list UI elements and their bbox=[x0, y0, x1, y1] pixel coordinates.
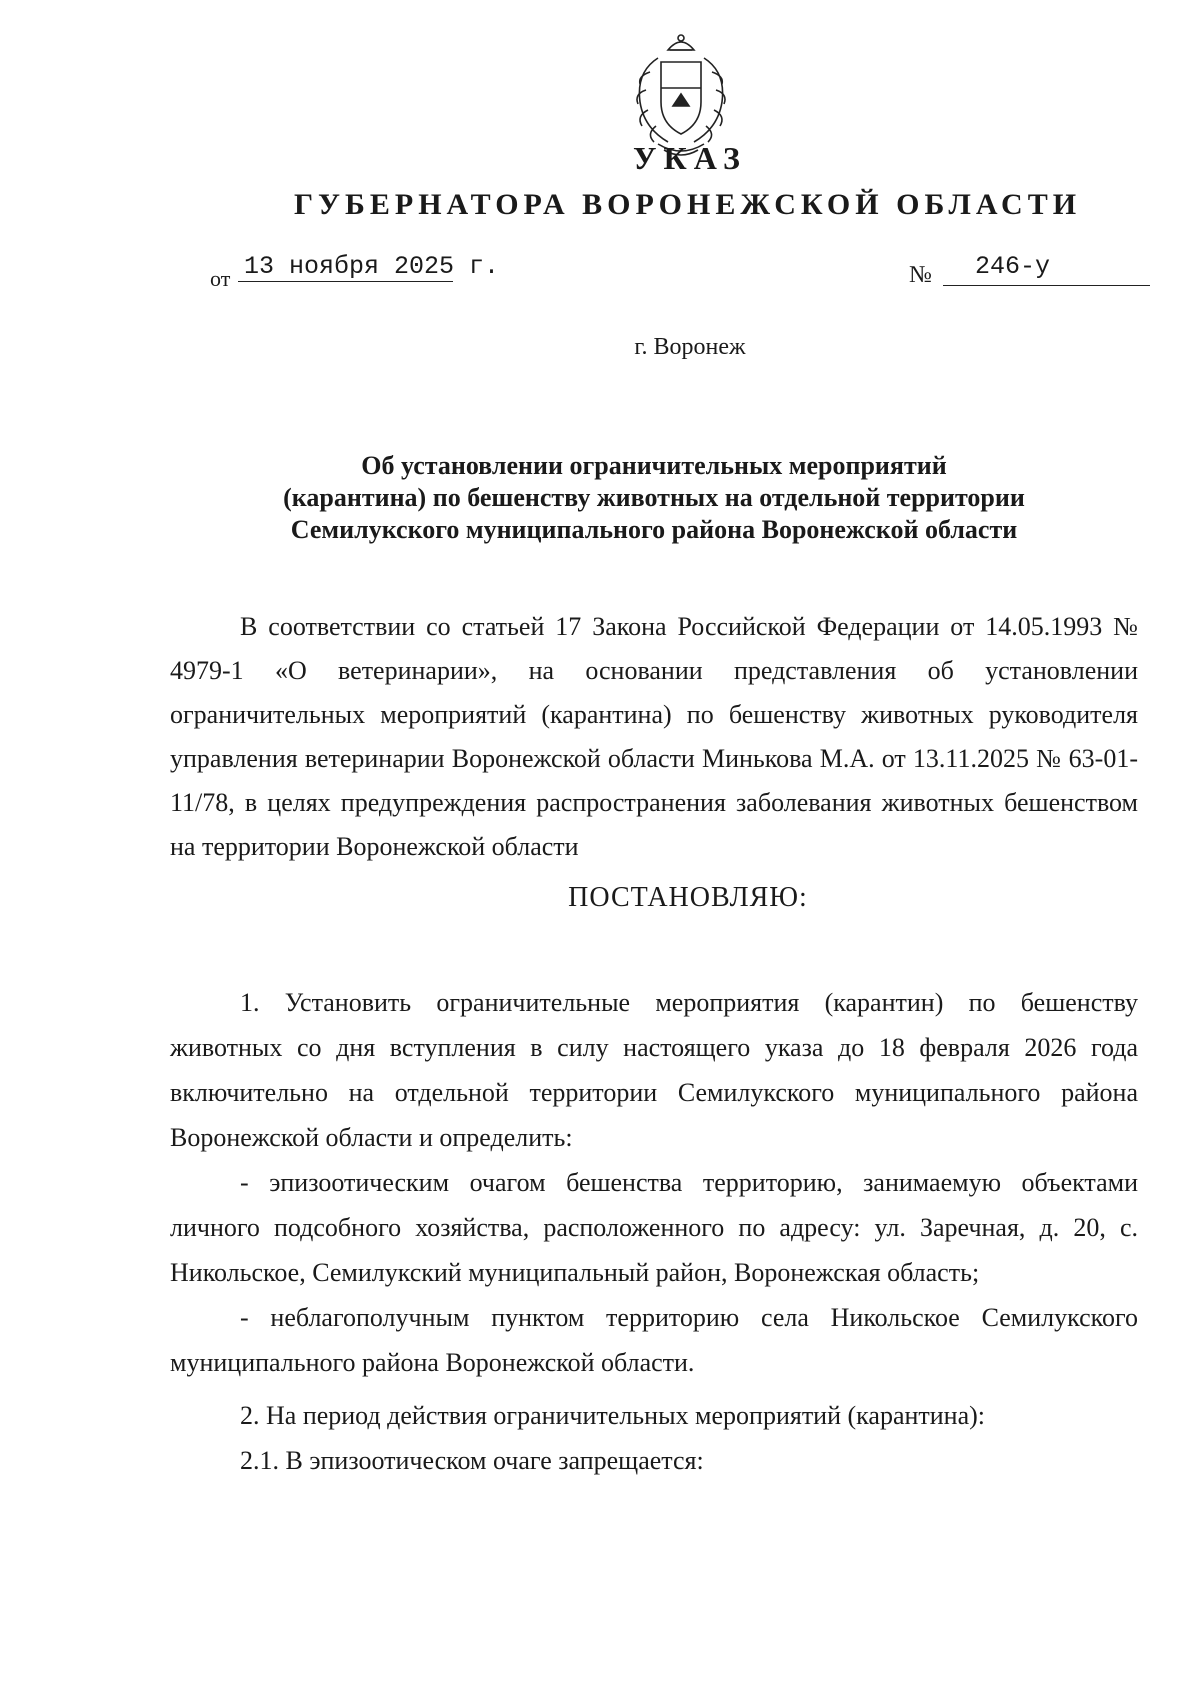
item-paragraph: - неблагополучным пунктом территорию села Никольское Семилукского муниципального района Воронежской области. bbox=[170, 1303, 1138, 1377]
document-subtitle: ГУБЕРНАТОРА ВОРОНЕЖСКОЙ ОБЛАСТИ bbox=[293, 188, 1082, 221]
preamble-text: В соответствии со статьей 17 Закона Российской Федерации от 14.05.1993 № 4979-1 «О ветеринарии», на основании представления об установлении ограничительных мероприятий (карантина) по бешенству животных руководителя управления ветеринарии Воронежской области Минькова М.А. от 13.11.2025 № 63-01-11/78, в целях предупреждения распространения заболевания животных бешенством на территории Воронежской области bbox=[170, 612, 1138, 861]
document-number: 246-у bbox=[975, 252, 1051, 281]
number-prefix: № bbox=[909, 262, 932, 288]
date-underline bbox=[238, 281, 453, 282]
document-title: УКАЗ bbox=[633, 140, 747, 176]
date-prefix: от bbox=[210, 266, 231, 291]
heading-line: Семилукского муниципального района Воронежской области bbox=[290, 515, 1018, 544]
date-suffix: г. bbox=[469, 252, 500, 281]
decree-items bbox=[170, 980, 1138, 1483]
document-heading bbox=[170, 450, 1138, 546]
item-paragraph: 2. На период действия ограничительных мероприятий (карантина): bbox=[240, 1401, 986, 1430]
heading-line: Об установлении ограничительных мероприятий bbox=[361, 451, 947, 480]
city-label: г. Воронеж bbox=[634, 334, 746, 360]
item-paragraph: 2.1. В эпизоотическом очаге запрещается: bbox=[240, 1446, 704, 1475]
item-paragraph: 1. Установить ограничительные мероприятия (карантин) по бешенству животных со дня вступления в силу настоящего указа до 18 февраля 2026 года включительно на отдельной территории Семилукского муниципального района Воронежской области и определить: bbox=[170, 988, 1138, 1152]
heading-line: (карантина) по бешенству животных на отдельной территории bbox=[283, 483, 1025, 512]
preamble bbox=[170, 605, 1138, 869]
item-paragraph: - эпизоотическим очагом бешенства территорию, занимаемую объектами личного подсобного хозяйства, расположенного по адресу: ул. Заречная, д. 20, с. Никольское, Семилукский муниципальный район, Воронежская область; bbox=[170, 1168, 1138, 1287]
date-value: 13 ноября 2025 bbox=[244, 252, 455, 281]
decree-word: ПОСТАНОВЛЯЮ: bbox=[568, 882, 808, 913]
number-underline bbox=[943, 285, 1150, 286]
